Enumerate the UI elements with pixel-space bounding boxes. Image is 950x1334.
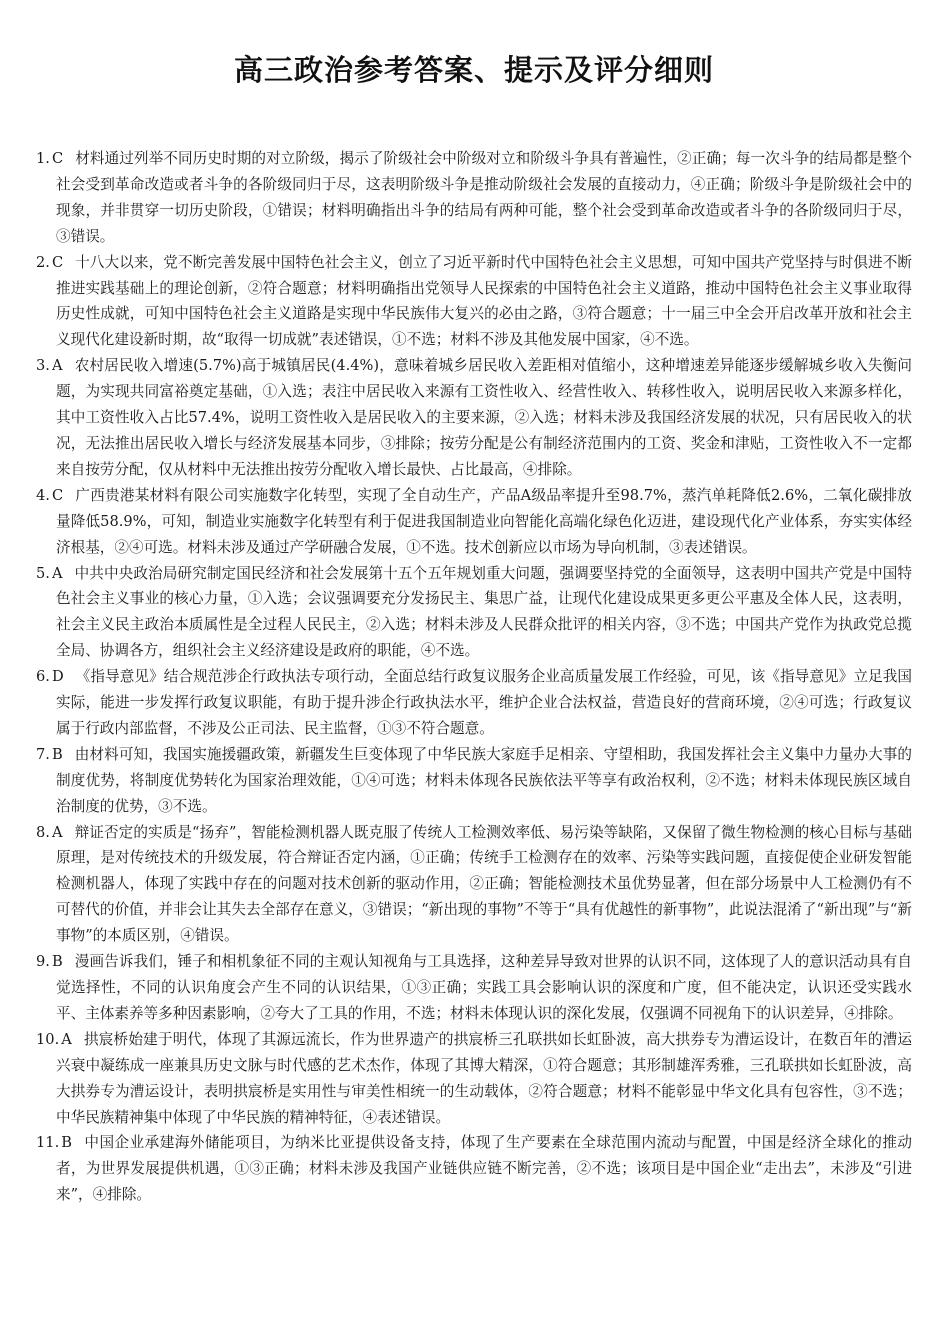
answer-explanation: 中国企业承建海外储能项目，为纳米比亚提供设备支持，体现了生产要素在全球范围内流动与配置，中国是经济全球化的推动者，为世界发展提供机遇，①③正确；材料未涉及我国产业链供应链不断完善，②不选；该项目是中国企业“走出去”，未涉及“引进来”，④排除。 xyxy=(56,1134,912,1204)
answer-choice: D xyxy=(51,668,64,686)
answer-item xyxy=(36,742,912,820)
question-number: 6. xyxy=(36,668,50,686)
answer-explanation: 材料通过列举不同历史时期的对立阶级，揭示了阶级社会中阶级对立和阶级斗争具有普遍性，②正确；每一次斗争的结局都是整个社会受到革命改造或者斗争的各阶级同归于尽，这表明阶级斗争是推动阶级社会发展的直接动力，④正确；阶级斗争是阶级社会中的现象，并非贯穿一切历史阶段，①错误；材料明确指出斗争的结局有两种可能，整个社会受到革命改造或者斗争的各阶级同归于尽，③错误。 xyxy=(56,150,912,245)
page-title: 高三政治参考答案、提示及评分细则 xyxy=(233,53,714,87)
answer-item xyxy=(36,561,912,665)
answer-explanation: 辩证否定的实质是“扬弃”，智能检测机器人既克服了传统人工检测效率低、易污染等缺陷，又保留了微生物检测的核心目标与基础原理，是对传统技术的升级发展，符合辩证否定内涵，①正确；传统手工检测存在的效率、污染等实践问题，直接促使企业研发智能检测机器人，体现了实践中存在的问题对技术创新的驱动作用，②正确；智能检测技术虽优势显著，但在部分场景中人工检测仍有不可替代的价值，并非会让其失去全部存在意义，③错误；“新出现的事物”不等于“具有优越性的新事物”，此说法混淆了“新出现”与“新事物”的本质区别，④错误。 xyxy=(56,823,912,945)
answer-item xyxy=(36,820,912,950)
answer-choice: A xyxy=(51,823,63,841)
question-number: 1. xyxy=(36,150,50,167)
answer-explanation: 拱宸桥始建于明代，体现了其源远流长，作为世界遗产的拱宸桥三孔联拱如长虹卧波，高大拱券专为漕运设计，在数百年的漕运兴衰中凝练成一座兼具历史文脉与时代感的艺术杰作，体现了其博大精深，①符合题意；其形制雄浑秀雅，三孔联拱如长虹卧波，高大拱券专为漕运设计，表明拱宸桥是实用性与审美性相统一的生动载体，②符合题意；材料不能彰显中华文化具有包容性，③不选；中华民族精神集中体现了中华民族的精神特征，④表述错误。 xyxy=(56,1030,912,1126)
answer-choice: C xyxy=(51,253,64,271)
answer-item xyxy=(36,483,912,561)
answer-item xyxy=(36,1130,912,1208)
answer-explanation: 由材料可知，我国实施援疆政策，新疆发生巨变体现了中华民族大家庭手足相亲、守望相助，我国发挥社会主义集中力量办大事的制度优势，将制度优势转化为国家治理效能，①④可选；材料未体现各民族依法平等享有政治权利，②不选；材料未体现民族区域自治制度的优势，③不选。 xyxy=(56,745,912,815)
answer-item xyxy=(36,1027,912,1131)
question-number: 10. xyxy=(36,1030,60,1048)
answer-choice: C xyxy=(51,486,64,504)
answer-explanation: 农村居民收入增速(5.7%)高于城镇居民(4.4%)，意味着城乡居民收入差距相对值缩小，这种增速差异能逐步缓解城乡收入失衡问题，为实现共同富裕奠定基础，①入选；表注中居民收入来源有工资性收入、经营性收入、转移性收入，说明居民收入来源多样化，其中工资性收入占比57.4%，说明工资性收入是居民收入的主要来源，②入选；材料未涉及我国经济发展的状况，只有居民收入的状况，无法推出居民收入增长与经济发展基本同步，③排除；按劳分配是公有制经济范围内的工资、奖金和津贴，工资性收入不一定都来自按劳分配，仅从材料中无法推出按劳分配收入增长最快、占比最高，④排除。 xyxy=(56,357,912,478)
answer-choice: B xyxy=(61,1134,72,1152)
answer-item xyxy=(36,250,912,354)
question-number: 4. xyxy=(36,486,50,504)
question-number: 3. xyxy=(36,357,50,375)
question-number: 11. xyxy=(36,1134,60,1152)
answer-choice: B xyxy=(51,953,63,971)
answer-explanation: 十八大以来，党不断完善发展中国特色社会主义，创立了习近平新时代中国特色社会主义思想，可知中国共产党坚持与时俱进不断推进实践基础上的理论创新，②符合题意；材料明确指出党领导人民探索的中国特色社会主义道路，推动中国特色社会主义事业取得历史性成就，可知中国特色社会主义道路是实现中华民族伟大复兴的必由之路，③符合题意；十一届三中全会开启改革开放和社会主义现代化建设新时期，故“取得一切成就”表述错误，①不选；材料不涉及其他发展中国家，④不选。 xyxy=(56,253,912,349)
question-number: 7. xyxy=(36,745,50,763)
question-number: 2. xyxy=(36,253,50,271)
answer-choice: B xyxy=(51,745,63,763)
question-number: 8. xyxy=(36,823,50,841)
answer-explanation: 中共中央政治局研究制定国民经济和社会发展第十五个五年规划重大问题，强调要坚持党的全面领导，这表明中国共产党是中国特色社会主义事业的核心力量，①入选；会议强调要充分发扬民主、集思广益，让现代化建设成果更多更公平惠及全体人民，这表明，社会主义民主政治本质属性是全过程人民民主，②入选；材料未涉及人民群众批评的相关内容，③不选；中国共产党作为执政党总揽全局、协调各方，组织社会主义经济建设是政府的职能，④不选。 xyxy=(56,564,912,660)
answer-item xyxy=(36,949,912,1027)
answer-choice: A xyxy=(51,564,63,582)
answer-choice: A xyxy=(51,357,63,375)
answer-item xyxy=(36,146,912,250)
answer-explanation: 《指导意见》结合规范涉企行政执法专项行动，全面总结行政复议服务企业高质量发展工作经验，可见，该《指导意见》立足我国实际，能进一步发挥行政复议职能，有助于提升涉企行政执法水平，维护企业合法权益，营造良好的营商环境，②④可选；行政复议属于行政内部监督，不涉及公正司法、民主监督，①③不符合题意。 xyxy=(56,668,912,737)
question-number: 5. xyxy=(36,564,50,582)
answer-item xyxy=(36,664,912,742)
answer-item xyxy=(36,353,912,483)
answer-choice: C xyxy=(51,150,64,167)
answer-choice: A xyxy=(61,1030,72,1048)
answer-explanation: 广西贵港某材料有限公司实施数字化转型，实现了全自动生产，产品A级品率提升至98.7%，蒸汽单耗降低2.6%，二氧化碳排放量降低58.9%，可知，制造业实施数字化转型有利于促进我国制造业向智能化高端化绿色化迈进，建设现代化产业体系，夯实实体经济根基，②④可选。材料未涉及通过产学研融合发展，①不选。技术创新应以市场为导向机制，③表述错误。 xyxy=(56,486,912,556)
answer-explanation: 漫画告诉我们，锤子和相机象征不同的主观认知视角与工具选择，这种差异导致对世界的认识不同，这体现了人的意识活动具有自觉选择性，不同的认识角度会产生不同的认识结果，①③正确；实践工具会影响认识的深度和广度，但不能决定，认识还受实践水平、主体素养等多种因素影响，②夸大了工具的作用，不选；材料未体现认识的深化发展，仅强调不同视角下的认识差异，④排除。 xyxy=(56,953,912,1022)
answer-list xyxy=(36,146,912,1208)
question-number: 9. xyxy=(36,953,50,971)
